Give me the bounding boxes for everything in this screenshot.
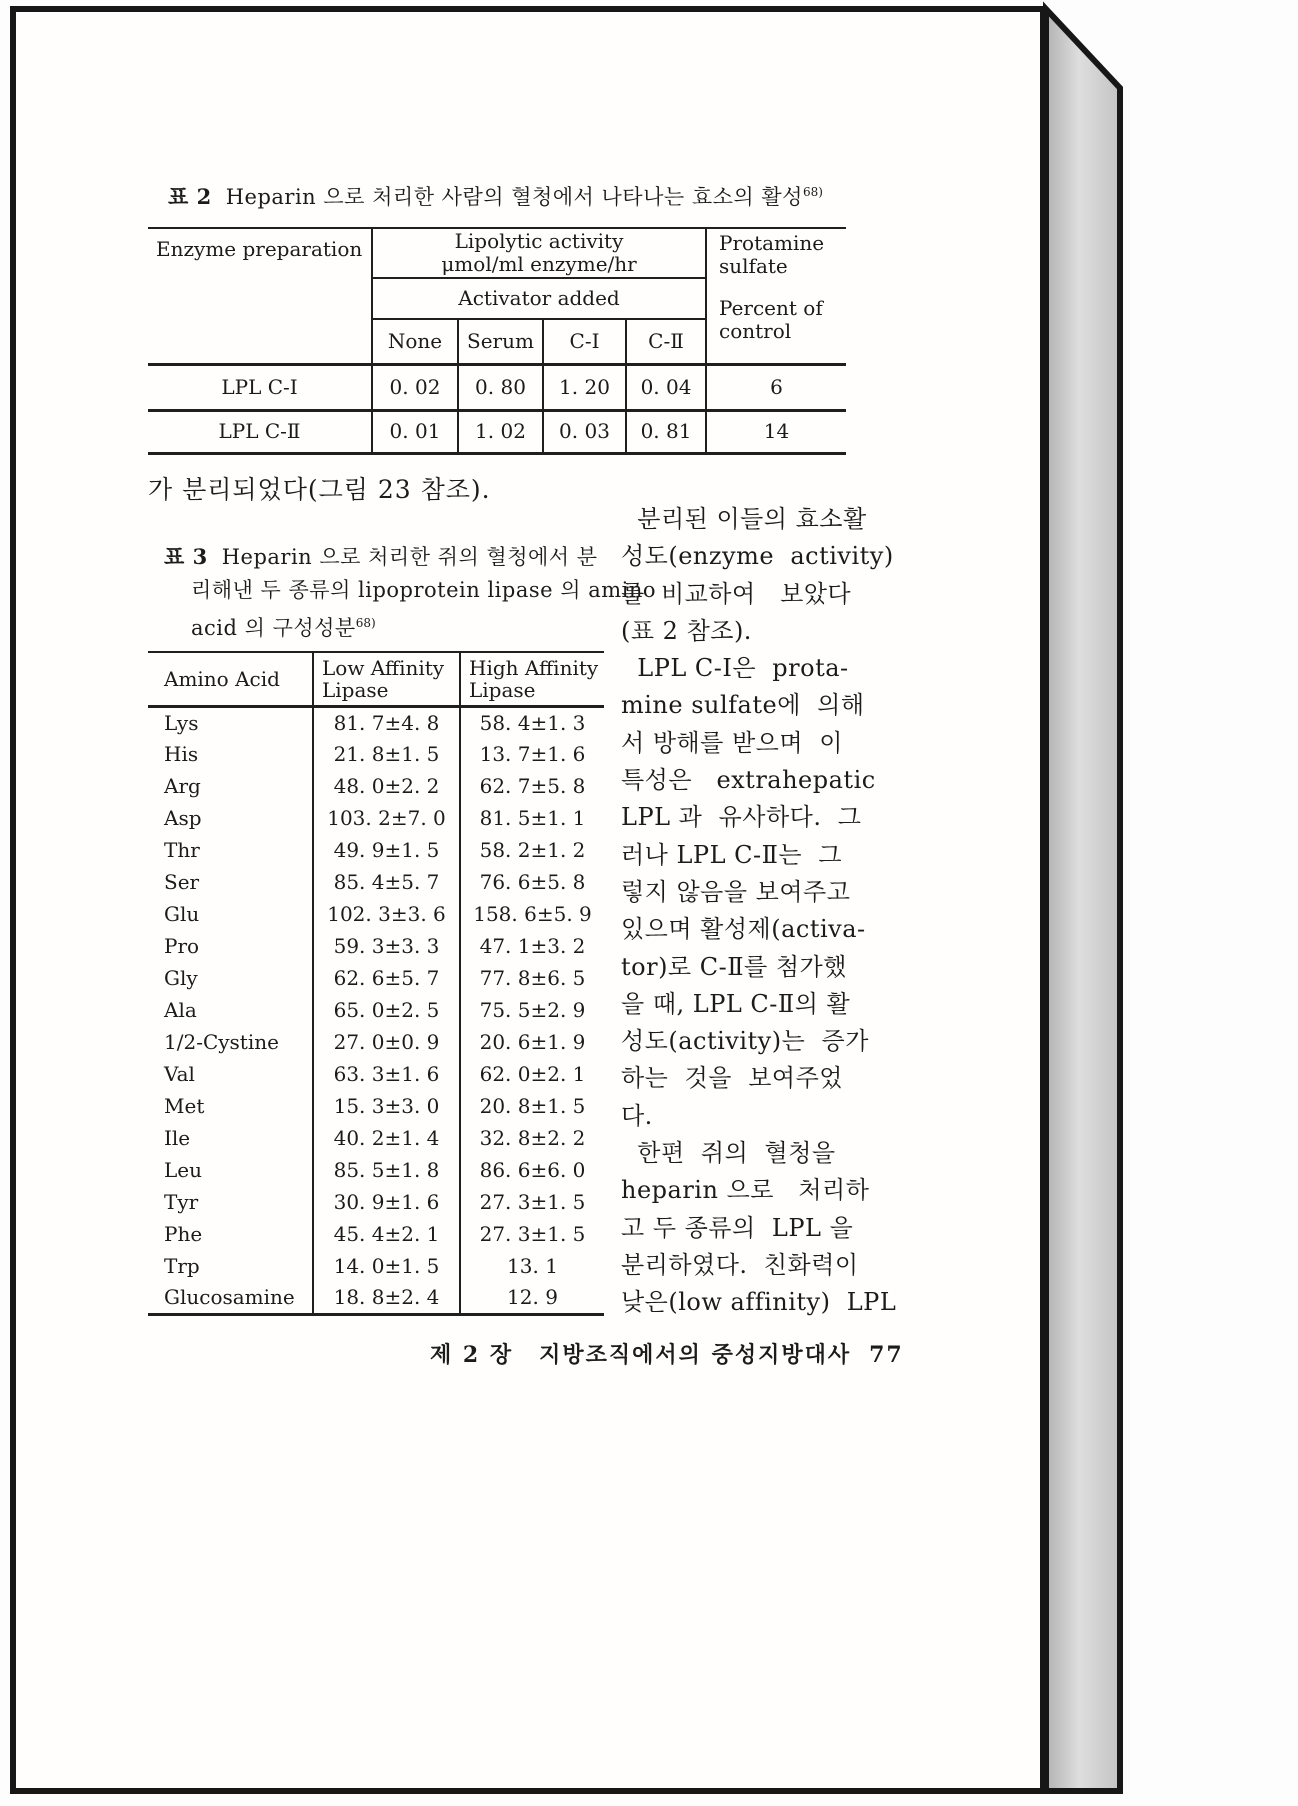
- value-c1: 1. 20: [543, 364, 626, 410]
- text-line: 낮은(low affinity) LPL: [621, 1288, 897, 1317]
- table2: [148, 227, 846, 455]
- text-line: 성도(activity)는 증가: [621, 1027, 869, 1056]
- high-affinity-value: 76. 6±5. 8: [460, 866, 604, 898]
- footnote-ref: 68): [802, 185, 823, 199]
- enzyme-name: LPL C-Ⅱ: [218, 419, 301, 443]
- text-line: 하는 것을 보여주었: [621, 1064, 843, 1093]
- table2-header-activator: Activator added: [372, 278, 706, 319]
- text-line: mine sulfate에 의해: [621, 691, 865, 720]
- amino-acid-name: Arg: [164, 774, 201, 798]
- text-line: (표 2 참조).: [621, 616, 752, 645]
- table3-header-high-affinity: High Affinity Lipase: [460, 652, 604, 706]
- high-affinity-value: 77. 8±6. 5: [460, 962, 604, 994]
- amino-acid-name: Val: [164, 1062, 195, 1086]
- value-none: 0. 01: [372, 410, 458, 453]
- table3-caption-line1: 표 3 Heparin 으로 처리한 쥐의 혈청에서 분: [164, 544, 598, 569]
- table3-caption-line3: acid 의 구성성분$^{68)}$: [191, 616, 376, 640]
- high-affinity-value: 58. 4±1. 3: [460, 706, 604, 738]
- table2-subcol-none: None: [372, 319, 458, 364]
- low-affinity-value: 49. 9±1. 5: [313, 834, 460, 866]
- low-affinity-value: 18. 8±2. 4: [313, 1282, 460, 1314]
- high-affinity-value: 32. 8±2. 2: [460, 1122, 604, 1154]
- table3-row: [148, 770, 604, 802]
- text-line: 성도(enzyme activity): [621, 542, 894, 571]
- low-affinity-value: 45. 4±2. 1: [313, 1218, 460, 1250]
- low-affinity-value: 63. 3±1. 6: [313, 1058, 460, 1090]
- text-line: 서 방해를 받으며 이: [621, 728, 843, 757]
- amino-acid-name: Gly: [164, 966, 198, 990]
- table3-row: [148, 1282, 604, 1314]
- text-line: 분리하였다. 친화력이: [621, 1250, 859, 1279]
- high-affinity-value: 86. 6±6. 0: [460, 1154, 604, 1186]
- low-affinity-value: 40. 2±1. 4: [313, 1122, 460, 1154]
- amino-acid-name: Thr: [164, 838, 200, 862]
- amino-acid-name: Glu: [164, 902, 200, 926]
- table3-row: [148, 994, 604, 1026]
- footnote-ref: 68): [355, 616, 376, 630]
- high-affinity-value: 13. 7±1. 6: [460, 738, 604, 770]
- amino-acid-name: Lys: [164, 710, 199, 735]
- table2-subcol-serum: Serum: [458, 319, 543, 364]
- text-line: 한편 쥐의 혈청을: [621, 1139, 836, 1168]
- table3-row: [148, 1218, 604, 1250]
- high-affinity-value: 58. 2±1. 2: [460, 834, 604, 866]
- low-affinity-value: 48. 0±2. 2: [313, 770, 460, 802]
- value-serum: 1. 02: [458, 410, 543, 453]
- high-affinity-value: 27. 3±1. 5: [460, 1186, 604, 1218]
- table3-row: [148, 1058, 604, 1090]
- amino-acid-name: Ala: [164, 998, 197, 1022]
- low-affinity-value: 81. 7±4. 8: [313, 706, 460, 738]
- high-affinity-value: 12. 9: [460, 1282, 604, 1314]
- high-affinity-value: 62. 7±5. 8: [460, 770, 604, 802]
- high-affinity-value: 62. 0±2. 1: [460, 1058, 604, 1090]
- text-line: 있으며 활성제(activa-: [621, 915, 866, 944]
- amino-acid-name: 1/2-Cystine: [164, 1030, 279, 1054]
- amino-acid-name: Leu: [164, 1158, 202, 1182]
- table2-header-percent-of-control: Percent of control: [706, 278, 846, 364]
- chapter-title: 지방조직에서의 중성지방대사: [539, 1342, 852, 1368]
- text-line: 다.: [621, 1101, 653, 1130]
- text-line: 분리된 이들의 효소활: [621, 505, 867, 533]
- text-line: 을 때, LPL C-Ⅱ의 활: [621, 989, 851, 1018]
- table3-row: [148, 930, 604, 962]
- low-affinity-value: 103. 2±7. 0: [313, 802, 460, 834]
- table2-subcol-c2: C-Ⅱ: [626, 319, 706, 364]
- high-affinity-value: 47. 1±3. 2: [460, 930, 604, 962]
- table2-header-lipolytic: Lipolytic activity μmol/ml enzyme/hr: [372, 228, 706, 278]
- table3-row: [148, 898, 604, 930]
- text-line: 특성은 extrahepatic: [621, 766, 876, 795]
- table3-header-low-affinity: Low Affinity Lipase: [313, 652, 460, 706]
- low-affinity-value: 14. 0±1. 5: [313, 1250, 460, 1282]
- table2-caption-label: 표 2: [168, 184, 212, 209]
- table3-row: [148, 738, 604, 770]
- table2-subcol-c1: C-Ⅰ: [543, 319, 626, 364]
- high-affinity-value: 27. 3±1. 5: [460, 1218, 604, 1250]
- table2-row: [148, 364, 846, 410]
- table3-row: [148, 802, 604, 834]
- table3-row: [148, 1122, 604, 1154]
- table3-header-amino-acid: Amino Acid: [148, 652, 313, 706]
- enzyme-name: LPL C-Ⅰ: [148, 364, 372, 410]
- amino-acid-name: Phe: [164, 1222, 203, 1246]
- table3-row: [148, 834, 604, 866]
- high-affinity-value: 81. 5±1. 1: [460, 802, 604, 834]
- table3-row: [148, 1026, 604, 1058]
- page-number: 77: [869, 1342, 904, 1368]
- text-line: LPL 과 유사하다. 그: [621, 803, 862, 832]
- page-footer: [430, 1338, 904, 1369]
- text-line: tor)로 C-Ⅱ를 첨가했: [621, 952, 847, 981]
- value-percent-of-control: 14: [706, 410, 846, 453]
- value-none: 0. 02: [372, 364, 458, 410]
- amino-acid-name: Glucosamine: [164, 1285, 295, 1310]
- value-c2: 0. 81: [626, 410, 706, 453]
- amino-acid-name: Ile: [164, 1126, 191, 1150]
- value-percent-of-control: 6: [706, 364, 846, 410]
- low-affinity-value: 21. 8±1. 5: [313, 738, 460, 770]
- amino-acid-name: Met: [164, 1094, 205, 1118]
- low-affinity-value: 15. 3±3. 0: [313, 1090, 460, 1122]
- text-line: 를 비교하여 보았다: [621, 579, 852, 608]
- low-affinity-value: 85. 5±1. 8: [313, 1154, 460, 1186]
- amino-acid-name: Tyr: [164, 1190, 199, 1214]
- high-affinity-value: 20. 6±1. 9: [460, 1026, 604, 1058]
- table3-caption-line2: 리해낸 두 종류의 lipoprotein lipase 의 amino: [191, 578, 657, 602]
- body-text-column: [621, 501, 1021, 1322]
- low-affinity-value: 65. 0±2. 5: [313, 994, 460, 1026]
- value-c1: 0. 03: [543, 410, 626, 453]
- low-affinity-value: 85. 4±5. 7: [313, 866, 460, 898]
- body-text: 가 분리되었다(그림 23 참조).: [148, 475, 491, 504]
- table2-row: [148, 410, 846, 453]
- table3-row: [148, 866, 604, 898]
- table3-row: [148, 1090, 604, 1122]
- amino-acid-name: Ser: [164, 870, 200, 894]
- table3-row: [148, 1186, 604, 1218]
- table2-caption: [168, 181, 823, 211]
- chapter-label: 제 2 장: [430, 1342, 514, 1368]
- low-affinity-value: 30. 9±1. 6: [313, 1186, 460, 1218]
- amino-acid-name: Trp: [164, 1254, 200, 1278]
- high-affinity-value: 158. 6±5. 9: [460, 898, 604, 930]
- table2-header-enzyme: Enzyme preparation: [148, 228, 372, 364]
- text-line: LPL C-Ⅰ은 prota-: [621, 654, 849, 683]
- high-affinity-value: 13. 1: [460, 1250, 604, 1282]
- high-affinity-value: 75. 5±2. 9: [460, 994, 604, 1026]
- table2-caption-text: Heparin 으로 처리한 사람의 혈청에서 나타나는 효소의 활성: [225, 185, 803, 209]
- value-c2: 0. 04: [626, 364, 706, 410]
- table3-row: [148, 962, 604, 994]
- low-affinity-value: 27. 0±0. 9: [313, 1026, 460, 1058]
- table3: [148, 651, 604, 1316]
- amino-acid-name: His: [164, 742, 199, 766]
- table3-row: [148, 706, 604, 738]
- text-line: heparin 으로 처리하: [621, 1176, 870, 1205]
- table3-row: [148, 1154, 604, 1186]
- value-serum: 0. 80: [458, 364, 543, 410]
- low-affinity-value: 59. 3±3. 3: [313, 930, 460, 962]
- table2-header-protamine: Protamine sulfate: [706, 228, 846, 278]
- table3-row: [148, 1250, 604, 1282]
- text-line: 렇지 않음을 보여주고: [621, 877, 851, 906]
- amino-acid-name: Pro: [164, 934, 200, 958]
- amino-acid-name: Asp: [164, 806, 202, 830]
- table3-caption: [164, 540, 656, 645]
- text-line: 러나 LPL C-Ⅱ는 그: [621, 840, 843, 869]
- high-affinity-value: 20. 8±1. 5: [460, 1090, 604, 1122]
- low-affinity-value: 102. 3±3. 6: [313, 898, 460, 930]
- low-affinity-value: 62. 6±5. 7: [313, 962, 460, 994]
- text-line: 고 두 종류의 LPL 을: [621, 1213, 854, 1242]
